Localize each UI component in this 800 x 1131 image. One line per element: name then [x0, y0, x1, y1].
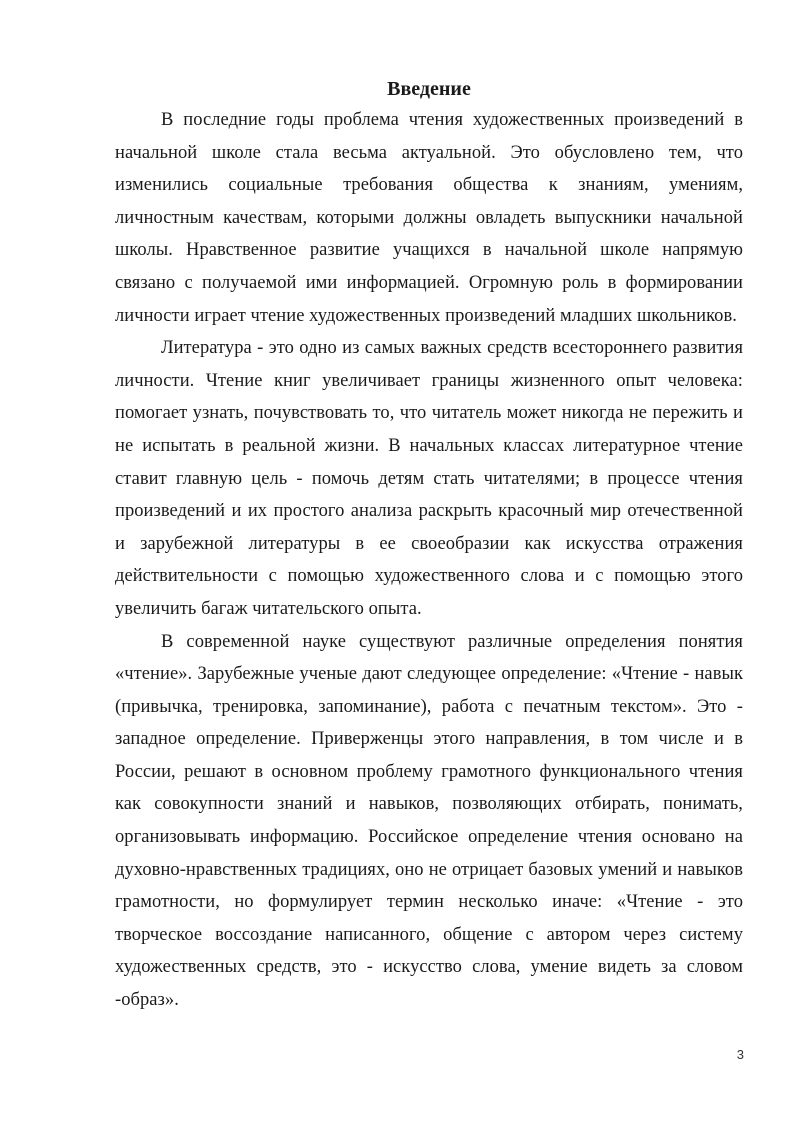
body-text [115, 104, 743, 1017]
page-number: 3 [736, 1047, 744, 1062]
paragraph-literature: Литература - это одно из самых важных средств всестороннего развития личности. Чтение книг увеличивает границы жизненного опыт человека: помогает узнать, почувствовать то, что читатель может никогда не пережить и не испытать в реальной жизни. В начальных классах литературное чтение ставит главную цель - помочь детям стать читателями; в процессе чтения произведений и их простого анализа раскрыть красочный мир отечественной и зарубежной литературы в ее своеобразии как искусства отражения действительности с помощью художественного слова и с помощью этого увеличить багаж читательского опыта. [115, 338, 743, 619]
section-title: Введение [387, 78, 471, 100]
paragraph-intro: В последние годы проблема чтения художественных произведений в начальной школе стала весьма актуальной. Это обусловлено тем, что изменились социальные требования общества к знаниям, умениям, личностным качествам, которыми должны овладеть выпускники начальной школы. Нравственное развитие учащихся в начальной школе напрямую связано с получаемой ими информацией. Огромную роль в формировании личности играет чтение художественных произведений младших школьников. [115, 110, 743, 326]
paragraph-definitions: В современной науке существуют различные определения понятия «чтение». Зарубежные ученые дают следующее определение: «Чтение - навык (привычка, тренировка, запоминание), работа с печатным текстом». Это - западное определение. Приверженцы этого направления, в том числе и в России, решают в основном проблему грамотного функционального чтения как совокупности знаний и навыков, позволяющих отбирать, понимать, организовывать информацию. Российское определение чтения основано на духовно-нравственных традициях, оно не отрицает базовых умений и навыков грамотности, но формулирует термин несколько иначе: «Чтение - это творческое воссоздание написанного, общение с автором через систему художественных средств, это - искусство слова, умение видеть за словом -образ». [115, 631, 743, 1011]
